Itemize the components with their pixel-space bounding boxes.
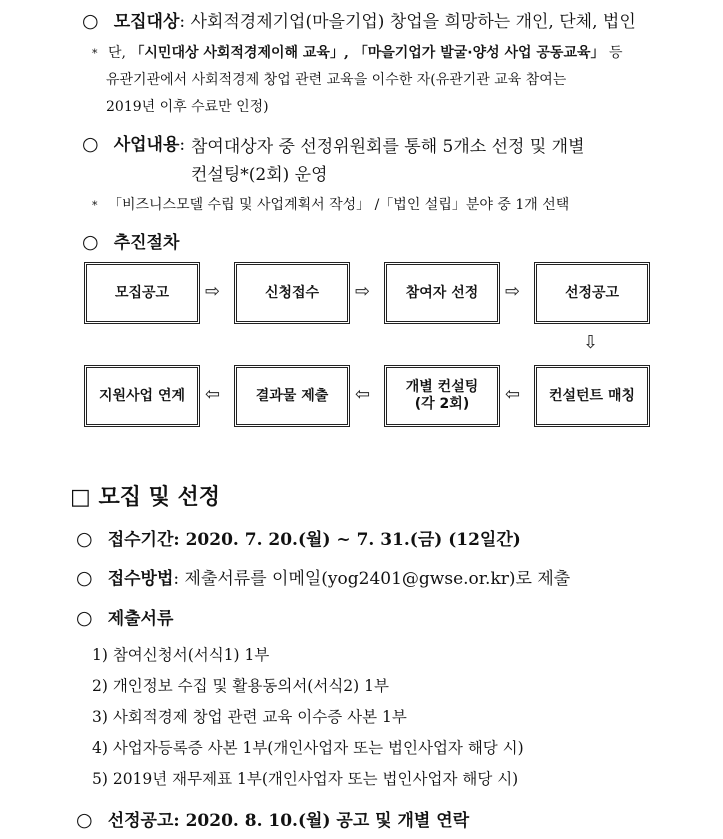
bullet-icon: ○ (82, 133, 99, 155)
note-text-end: 등 (604, 45, 623, 61)
recruit-target-label: 모집대상 (113, 12, 180, 32)
recruit-target-note (92, 42, 623, 62)
list-item: 2) 개인정보 수집 및 활용동의서(서식2) 1부 (92, 677, 389, 695)
period-line (76, 525, 521, 550)
step-result-submission: 결과물 제출 (234, 365, 350, 427)
business-text-2: 컨설팅*(2회) 운영 (191, 165, 328, 185)
list-item: 1) 참여신청서(서식1) 1부 (92, 646, 270, 664)
list-item: 3) 사회적경제 창업 관련 교육 이수증 사본 1부 (92, 708, 407, 726)
business-note (92, 194, 569, 214)
announce-text: : 2020. 8. 10.(월) 공고 및 개별 연락 (173, 811, 470, 831)
step-individual-consulting (384, 365, 500, 427)
bullet-icon: ○ (82, 231, 99, 253)
business-note-text: 「비즈니스모델 수립 및 사업계획서 작성」 /「법인 설립」분야 중 1개 선택 (107, 197, 570, 213)
bullet-icon: ○ (76, 607, 93, 629)
method-text: : 제출서류를 이메일(yog2401@gwse.or.kr)로 제출 (173, 569, 571, 589)
step-selection-notice: 선정공고 (534, 262, 650, 324)
section-marker-icon: □ (70, 485, 91, 510)
recruit-target-line (82, 7, 636, 32)
note-text: 단, (107, 45, 131, 61)
arrow-left-icon: ⇦ (205, 384, 221, 405)
recruit-target-note-line2: 유관기관에서 사회적경제 창업 관련 교육을 이수한 자(유관기관 교육 참여는 (106, 72, 567, 88)
step-support-link: 지원사업 연계 (84, 365, 200, 427)
announce-line (76, 806, 469, 831)
period-text: : 2020. 7. 20.(월) ~ 7. 31.(금) (12일간) (173, 530, 521, 550)
arrow-down-icon: ⇩ (583, 332, 599, 353)
business-line (82, 130, 185, 155)
note-mark: * (92, 47, 98, 60)
period-label: 접수기간 (107, 530, 174, 550)
arrow-left-icon: ⇦ (355, 384, 371, 405)
note-course-2: 「마을기업가 발굴·양성 사업 공동교육」 (353, 45, 605, 61)
note-course-1: 「시민대상 사회적경제이해 교육」 (130, 45, 344, 61)
bullet-icon: ○ (76, 528, 93, 550)
documents-line (76, 604, 173, 629)
method-label: 접수방법 (107, 569, 174, 589)
procedure-line (82, 228, 179, 253)
step-application: 신청접수 (234, 262, 350, 324)
note-separator: , (343, 45, 354, 61)
list-item: 5) 2019년 재무제표 1부(개인사업자 또는 법인사업자 해당 시) (92, 770, 519, 788)
bullet-icon: ○ (76, 567, 93, 589)
bullet-icon: ○ (82, 10, 99, 32)
procedure-label: 추진절차 (113, 233, 180, 253)
arrow-left-icon: ⇦ (505, 384, 521, 405)
step-consultant-matching: 컨설턴트 매칭 (534, 365, 650, 427)
step-recruit-notice: 모집공고 (84, 262, 200, 324)
business-colon: : (179, 135, 186, 155)
section-title: 모집 및 선정 (98, 485, 221, 510)
method-line (76, 564, 570, 589)
arrow-right-icon: ⇨ (355, 281, 371, 302)
note-mark: * (92, 199, 98, 212)
bullet-icon: ○ (76, 809, 93, 831)
business-text-1: 참여대상자 중 선정위원회를 통해 5개소 선정 및 개별 (191, 137, 585, 157)
recruit-target-text: : 사회적경제기업(마을기업) 창업을 희망하는 개인, 단체, 법인 (179, 12, 636, 32)
section-heading (70, 480, 220, 511)
recruit-target-note-line3: 2019년 이후 수료만 인정) (106, 99, 269, 115)
documents-label: 제출서류 (107, 609, 174, 629)
step-participant-selection: 참여자 선정 (384, 262, 500, 324)
step-individual-consulting-title: 개별 컨설팅 (405, 379, 479, 395)
arrow-right-icon: ⇨ (205, 281, 221, 302)
announce-label: 선정공고 (107, 811, 174, 831)
business-label: 사업내용 (113, 135, 180, 155)
step-individual-consulting-sub: (각 2회) (414, 396, 470, 412)
list-item: 4) 사업자등록증 사본 1부(개인사업자 또는 법인사업자 해당 시) (92, 739, 524, 757)
arrow-right-icon: ⇨ (505, 281, 521, 302)
